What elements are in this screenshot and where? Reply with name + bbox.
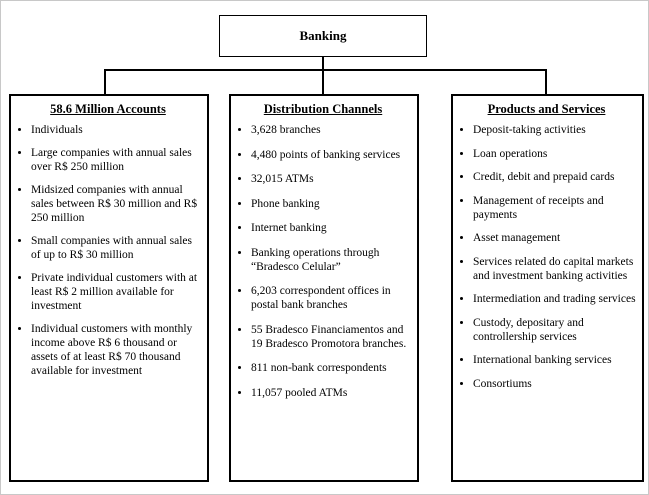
bullet-item: • 3,628 branches <box>251 123 411 137</box>
products-header: Products and Services <box>487 102 606 116</box>
bullet-item: • Large companies with annual sales over R$ 250 million <box>31 146 201 174</box>
bullet-item: • Asset management <box>473 231 636 245</box>
bullet-item: • Individual customers with monthly income above R$ 6 thousand or assets of at least R$ 70 thousand available for investment <box>31 322 201 378</box>
channels-header: Distribution Channels <box>263 102 383 116</box>
bullet-item: • 4,480 points of banking services <box>251 148 411 162</box>
bullet-item: • Intermediation and trading services <box>473 292 636 306</box>
bullet-item: • 32,015 ATMs <box>251 172 411 186</box>
connector-horizontal <box>104 69 547 71</box>
accounts-list <box>15 123 201 378</box>
products-list <box>457 123 636 391</box>
accounts-column <box>9 94 209 482</box>
bullet-item: • Individuals <box>31 123 201 137</box>
bullet-item: • Phone banking <box>251 197 411 211</box>
bullet-item: • Consortiums <box>473 377 636 391</box>
bullet-item: • Private individual customers with at least R$ 2 million available for investment <box>31 271 201 313</box>
banking-title: Banking <box>299 28 347 43</box>
bullet-item: • Banking operations through “Bradesco Celular” <box>251 246 411 274</box>
channels-column <box>229 94 419 482</box>
bullet-item: • 811 non-bank correspondents <box>251 361 411 375</box>
bullet-item: • Management of receipts and payments <box>473 194 636 222</box>
products-column <box>451 94 644 482</box>
bullet-item: • 11,057 pooled ATMs <box>251 386 411 400</box>
connector-right-stem <box>545 69 547 94</box>
banking-box <box>219 15 427 57</box>
bullet-item: • 55 Bradesco Financiamentos and 19 Bradesco Promotora branches. <box>251 323 411 351</box>
connector-left-stem <box>104 69 106 94</box>
bullet-item: • Loan operations <box>473 147 636 161</box>
bullet-item: • Credit, debit and prepaid cards <box>473 170 636 184</box>
channels-list <box>235 123 411 400</box>
bullet-item: • Small companies with annual sales of up to R$ 30 million <box>31 234 201 262</box>
bullet-item: • Internet banking <box>251 221 411 235</box>
bullet-item: • Midsized companies with annual sales between R$ 30 million and R$ 250 million <box>31 183 201 225</box>
bullet-item: • 6,203 correspondent offices in postal bank branches <box>251 284 411 312</box>
bullet-item: • Services related do capital markets and investment banking activities <box>473 255 636 283</box>
bullet-item: • Deposit-taking activities <box>473 123 636 137</box>
accounts-header: 58.6 Million Accounts <box>50 102 166 116</box>
bullet-item: • International banking services <box>473 353 636 367</box>
bullet-item: • Custody, depositary and controllership services <box>473 316 636 344</box>
connector-middle-stem <box>322 69 324 94</box>
